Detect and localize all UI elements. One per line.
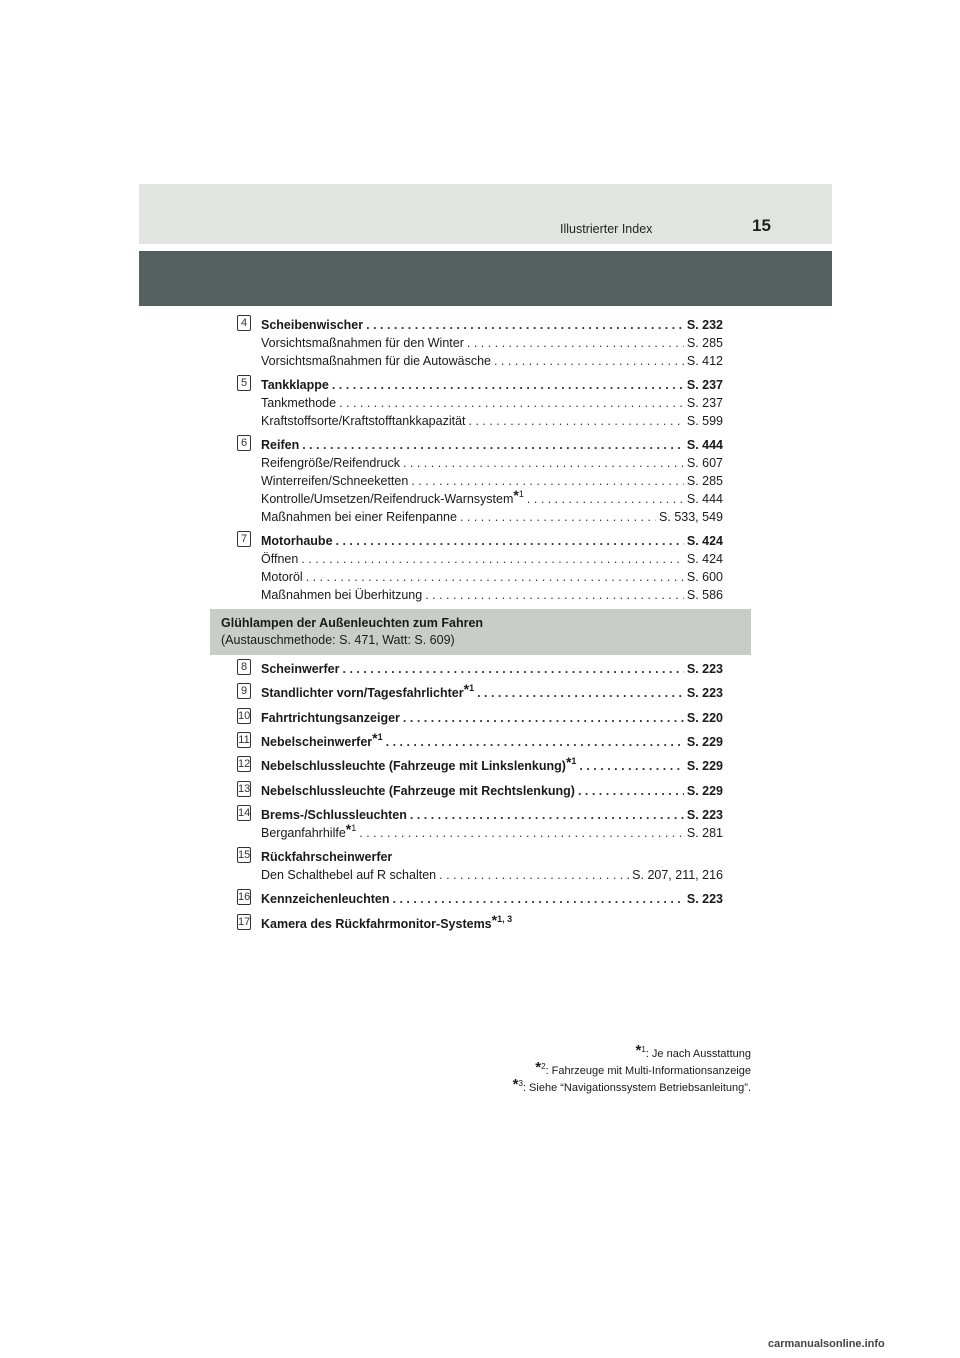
dot-leader [386,735,684,749]
entry-label: Nebelschlussleuchte (Fahrzeuge mit Rechtslenkung) [261,784,575,798]
footnotes [420,1042,751,1096]
index-entry[interactable] [261,378,723,395]
entry-label: Reifengröße/Reifendruck [261,456,400,470]
dot-leader [460,510,656,524]
footnote-marker: *1 [565,754,577,770]
dot-leader [467,336,684,350]
dot-leader [339,396,684,410]
dot-leader [393,892,684,906]
page-reference[interactable]: S. 607 [686,456,723,470]
dot-leader [306,570,684,584]
index-entry[interactable] [261,336,723,353]
footnote-marker: *1, 3 [491,912,513,928]
index-entry[interactable] [261,850,723,867]
page-number: 15 [752,216,771,235]
entry-label: Öffnen [261,552,299,566]
footnote-line: *$^3$: Siehe “Navigationssystem Betriebsanleitung”. [512,1076,751,1094]
index-entry[interactable] [261,821,723,843]
page-reference[interactable]: S. 281 [686,826,723,840]
dot-leader [403,456,684,470]
entry-label: Brems-/Schlussleuchten [261,808,407,822]
item-number-badge: 14 [238,807,251,819]
entry-label: Scheibenwischer [261,318,364,332]
footnote-line: *$^1$: Je nach Ausstattung [635,1042,751,1060]
entry-label: Motorhaube [261,534,333,548]
entry-label: Reifen [261,438,300,452]
entry-label: Maßnahmen bei Überhitzung [261,588,423,602]
entry-label: Maßnahmen bei einer Reifenpanne [261,510,457,524]
dot-leader [410,808,684,822]
page-reference[interactable]: S. 533, 549 [659,510,723,524]
index-entry[interactable] [261,510,723,527]
dot-leader [301,552,684,566]
page-reference[interactable]: S. 444 [686,438,723,452]
item-number-badge: 11 [238,734,250,746]
dot-leader [469,414,684,428]
dot-leader [343,662,684,676]
page-reference[interactable]: S. 229 [686,784,723,798]
watermark: carmanualsonline.info [768,1338,885,1350]
index-entry[interactable] [261,414,723,431]
section-heading: Illustrierter Index [560,222,653,236]
entry-label: Fahrtrichtungsanzeiger [261,711,400,725]
entry-label: Motoröl [261,570,303,584]
page-reference[interactable]: S. 229 [686,759,723,773]
index-entry[interactable] [261,396,723,413]
page-reference[interactable]: S. 223 [686,892,723,906]
entry-label: Nebelschlussleuchte (Fahrzeuge mit Linkslenkung)$^{*^1}$ [261,754,577,773]
index-entry[interactable] [261,588,723,605]
index-entry[interactable] [261,318,723,335]
item-number-badge: 16 [238,891,251,903]
page-reference[interactable]: S. 285 [686,336,723,350]
page-reference[interactable]: S. 229 [686,735,723,749]
item-number-badge: 15 [238,849,251,861]
page-reference[interactable]: S. 237 [686,396,723,410]
entry-label: Vorsichtsmaßnahmen für die Autowäsche [261,354,491,368]
page-reference[interactable]: S. 207, 211, 216 [632,868,723,882]
item-number-badge: 13 [238,783,251,795]
page-reference[interactable]: S. 223 [686,662,723,676]
dot-leader [527,492,684,506]
page-reference[interactable]: S. 444 [686,492,723,506]
item-number-badge: 4 [237,315,251,331]
page-reference[interactable]: S. 600 [686,570,723,584]
entry-label: Tankklappe [261,378,329,392]
item-number-badge: 6 [237,435,251,451]
lamp-section-title: Glühlampen der Außenleuchten zum Fahren [221,616,484,630]
page-reference[interactable]: S. 586 [686,588,723,602]
footnote-marker: *1 [463,681,475,697]
lamp-section-header [210,609,751,655]
index-entry[interactable] [261,570,723,587]
page-reference[interactable]: S. 424 [686,534,723,548]
entry-label: Scheinwerfer [261,662,340,676]
entry-label: Tankmethode [261,396,337,410]
item-number-badge: 8 [237,659,251,675]
page-reference[interactable]: S. 220 [686,711,723,725]
dot-leader [302,438,684,452]
page-reference[interactable]: S. 232 [686,318,723,332]
dot-leader [494,354,684,368]
index-entry[interactable] [261,662,723,679]
index-entry[interactable] [261,892,723,909]
index-entry[interactable] [261,912,723,934]
page-header [139,184,832,244]
entry-label: Standlichter vorn/Tagesfahrlichter$^{*^1}$ [261,681,475,700]
index-entry[interactable] [261,474,723,491]
page-reference[interactable]: S. 285 [686,474,723,488]
item-number-badge: 5 [237,375,251,391]
index-entry[interactable] [261,456,723,473]
page-reference[interactable]: S. 412 [686,354,723,368]
page-reference[interactable]: S. 424 [686,552,723,566]
footnote-line: *$^2$: Fahrzeuge mit Multi-Informationsanzeige [535,1059,751,1077]
index-entry[interactable] [261,730,723,752]
index-entry[interactable] [261,534,723,551]
footnote-marker: *1 [513,487,524,503]
entry-label: Kennzeichenleuchten [261,892,390,906]
page-reference[interactable]: S. 237 [686,378,723,392]
index-entry[interactable] [261,552,723,569]
index-entry[interactable] [261,354,723,371]
dot-leader [366,318,684,332]
dot-leader [411,474,684,488]
dot-leader [425,588,684,602]
entry-label: Rückfahrscheinwerfer [261,850,393,864]
dot-leader [439,868,629,882]
index-entry[interactable] [261,487,723,509]
page-reference[interactable]: S. 599 [686,414,723,428]
item-number-badge: 17 [238,916,251,928]
entry-label: Kraftstoffsorte/Kraftstofftankkapazität [261,414,466,428]
header-dark-band [139,251,832,306]
index-entry[interactable] [261,784,723,801]
dot-leader [359,826,684,840]
page-reference[interactable]: S. 223 [686,808,723,822]
item-number-badge: 9 [237,683,251,699]
entry-label: Kamera des Rückfahrmonitor-Systems$^{*^{1, 3}}$ [261,912,513,931]
dot-leader [336,534,684,548]
dot-leader [403,711,684,725]
entry-label: Den Schalthebel auf R schalten [261,868,437,882]
dot-leader [578,784,684,798]
dot-leader [477,686,684,700]
dot-leader [332,378,684,392]
index-entry[interactable] [261,754,723,776]
footnote-marker: *1 [372,730,383,746]
entry-label: Vorsichtsmaßnahmen für den Winter [261,336,464,350]
item-number-badge: 10 [238,710,251,722]
item-number-badge: 12 [238,758,251,770]
lamp-section-subtitle: (Austauschmethode: S. 471, Watt: S. 609) [221,633,455,647]
entry-label: Nebelscheinwerfer$^{*^1}$ [261,730,383,749]
entry-label: Berganfahrhilfe$^{*^1}$ [261,821,357,840]
index-entry[interactable] [261,808,723,825]
index-entry[interactable] [261,438,723,455]
page-reference[interactable]: S. 223 [686,686,723,700]
item-number-badge: 7 [237,531,251,547]
index-entry[interactable] [261,711,723,728]
index-entry[interactable] [261,868,723,885]
entry-label: Kontrolle/Umsetzen/Reifendruck-Warnsystem$^{*^1}$ [261,487,524,506]
dot-leader [579,759,683,773]
footnote-marker: *1 [345,821,357,837]
index-entry[interactable] [261,681,723,703]
entry-label: Winterreifen/Schneeketten [261,474,409,488]
